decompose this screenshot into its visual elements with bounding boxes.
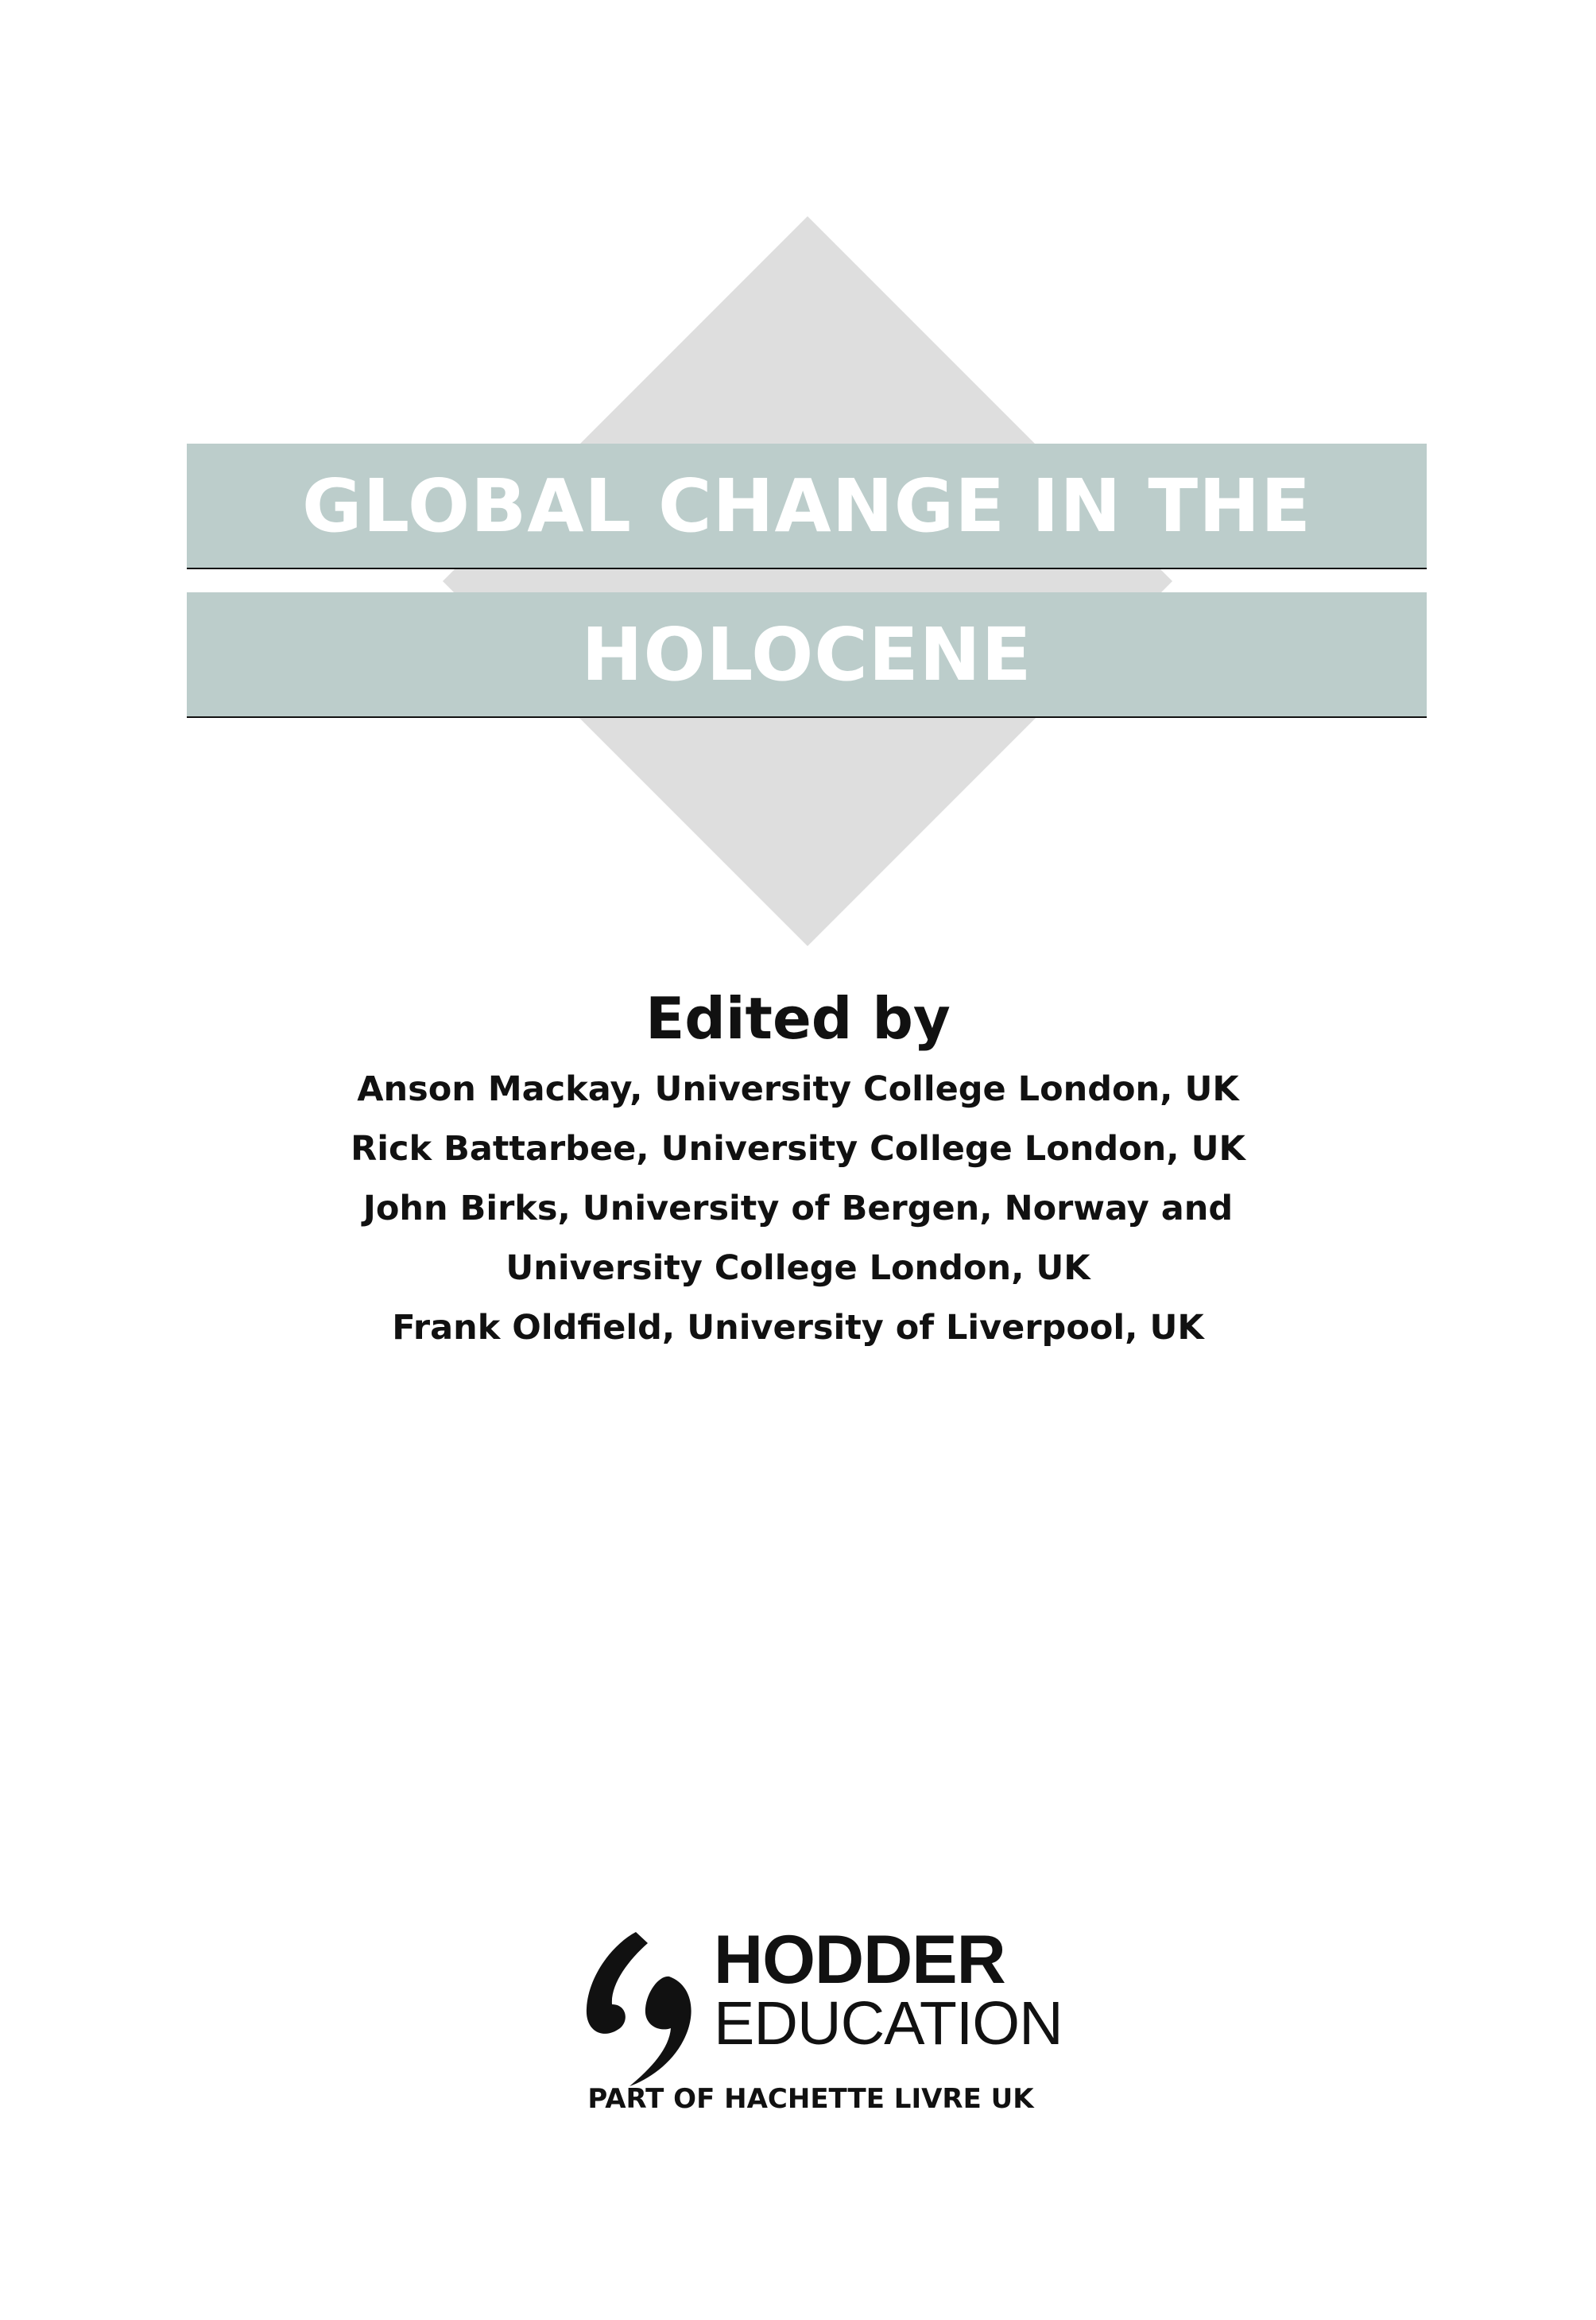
editors-block	[0, 986, 1596, 1358]
edited-by-heading: Edited by	[645, 985, 951, 1052]
editor-line: Rick Battarbee, University College London, UK	[351, 1128, 1245, 1169]
publisher-logo	[580, 1924, 1073, 2139]
hodder-logo-icon	[580, 1929, 699, 2088]
editor-line: Anson Mackay, University College London, UK	[357, 1069, 1239, 1109]
publisher-name: HODDER	[714, 1922, 1005, 1998]
publisher-tagline: PART OF HACHETTE LIVRE UK	[587, 2083, 1034, 2115]
editor-line: John Birks, University of Bergen, Norway and	[362, 1188, 1234, 1228]
title-band-bottom	[187, 592, 1427, 718]
publisher-division: EDUCATION	[714, 1989, 1063, 2058]
book-title-line-2: HOLOCENE	[581, 611, 1032, 697]
editor-line: Frank Oldfield, University of Liverpool, UK	[392, 1307, 1204, 1348]
background-diamond	[443, 216, 1172, 946]
editor-line: University College London, UK	[506, 1247, 1090, 1288]
book-title-line-1: GLOBAL CHANGE IN THE	[302, 463, 1311, 549]
title-band-top	[187, 444, 1427, 569]
